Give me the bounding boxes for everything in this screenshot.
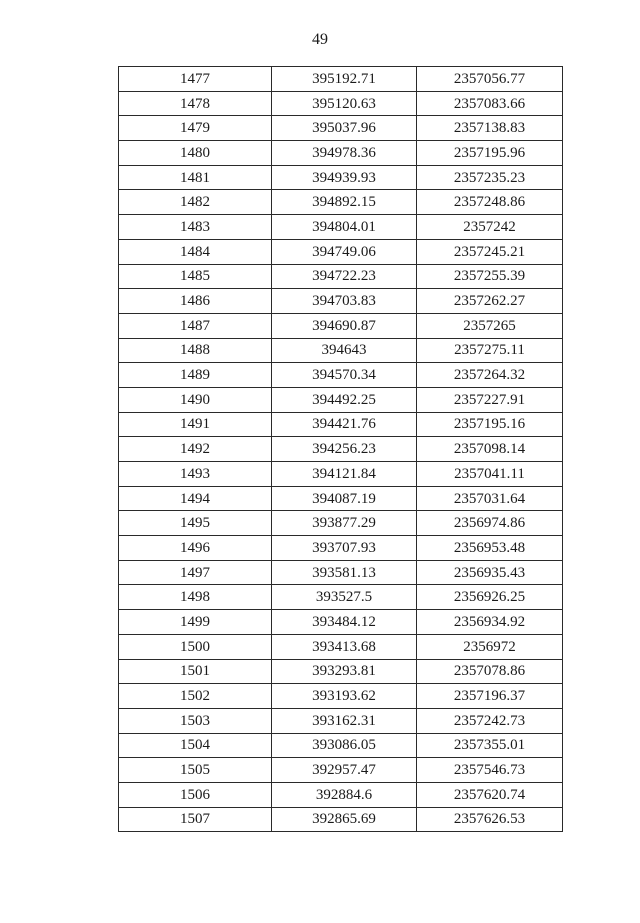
point-id-cell: 1494 [119,486,272,511]
y-coordinate-cell: 2357248.86 [417,190,563,215]
y-coordinate-cell: 2357242 [417,215,563,240]
table-row [119,116,563,141]
table-row [119,437,563,462]
y-coordinate-cell: 2357078.86 [417,659,563,684]
x-coordinate-cell: 393527.5 [272,585,417,610]
point-id-cell: 1485 [119,264,272,289]
point-id-cell: 1490 [119,387,272,412]
point-id-cell: 1498 [119,585,272,610]
point-id-cell: 1480 [119,141,272,166]
table-row [119,412,563,437]
table-row [119,67,563,92]
x-coordinate-cell: 395037.96 [272,116,417,141]
x-coordinate-cell: 394892.15 [272,190,417,215]
y-coordinate-cell: 2356935.43 [417,560,563,585]
y-coordinate-cell: 2357546.73 [417,758,563,783]
table-row [119,758,563,783]
table-row [119,659,563,684]
table-row [119,782,563,807]
table-row [119,807,563,832]
x-coordinate-cell: 392865.69 [272,807,417,832]
x-coordinate-cell: 395120.63 [272,91,417,116]
y-coordinate-cell: 2356953.48 [417,536,563,561]
point-id-cell: 1506 [119,782,272,807]
x-coordinate-cell: 394256.23 [272,437,417,462]
point-id-cell: 1484 [119,239,272,264]
table-row [119,264,563,289]
x-coordinate-cell: 394492.25 [272,387,417,412]
y-coordinate-cell: 2357275.11 [417,338,563,363]
y-coordinate-cell: 2357235.23 [417,165,563,190]
y-coordinate-cell: 2357138.83 [417,116,563,141]
y-coordinate-cell: 2357242.73 [417,708,563,733]
x-coordinate-cell: 394978.36 [272,141,417,166]
x-coordinate-cell: 394722.23 [272,264,417,289]
y-coordinate-cell: 2357195.16 [417,412,563,437]
y-coordinate-cell: 2357262.27 [417,289,563,314]
point-id-cell: 1501 [119,659,272,684]
point-id-cell: 1497 [119,560,272,585]
point-id-cell: 1488 [119,338,272,363]
point-id-cell: 1481 [119,165,272,190]
table-row [119,289,563,314]
x-coordinate-cell: 394804.01 [272,215,417,240]
x-coordinate-cell: 394570.34 [272,363,417,388]
table-row [119,462,563,487]
y-coordinate-cell: 2356974.86 [417,511,563,536]
x-coordinate-cell: 394939.93 [272,165,417,190]
table-row [119,91,563,116]
point-id-cell: 1495 [119,511,272,536]
table-row [119,585,563,610]
x-coordinate-cell: 394421.76 [272,412,417,437]
table-row [119,141,563,166]
table-row [119,338,563,363]
point-id-cell: 1492 [119,437,272,462]
table-row [119,165,563,190]
x-coordinate-cell: 393193.62 [272,684,417,709]
table-row [119,560,563,585]
point-id-cell: 1493 [119,462,272,487]
y-coordinate-cell: 2357620.74 [417,782,563,807]
y-coordinate-cell: 2357265 [417,313,563,338]
point-id-cell: 1491 [119,412,272,437]
y-coordinate-cell: 2357041.11 [417,462,563,487]
table-row [119,387,563,412]
page-number: 49 [312,31,328,48]
x-coordinate-cell: 394643 [272,338,417,363]
x-coordinate-cell: 394121.84 [272,462,417,487]
x-coordinate-cell: 394703.83 [272,289,417,314]
y-coordinate-cell: 2357098.14 [417,437,563,462]
y-coordinate-cell: 2357196.37 [417,684,563,709]
table-row [119,708,563,733]
point-id-cell: 1486 [119,289,272,314]
point-id-cell: 1479 [119,116,272,141]
y-coordinate-cell: 2357195.96 [417,141,563,166]
point-id-cell: 1504 [119,733,272,758]
y-coordinate-cell: 2357056.77 [417,67,563,92]
y-coordinate-cell: 2356926.25 [417,585,563,610]
x-coordinate-cell: 393086.05 [272,733,417,758]
y-coordinate-cell: 2356972 [417,634,563,659]
table-row [119,363,563,388]
point-id-cell: 1507 [119,807,272,832]
y-coordinate-cell: 2357083.66 [417,91,563,116]
point-id-cell: 1478 [119,91,272,116]
y-coordinate-cell: 2357255.39 [417,264,563,289]
y-coordinate-cell: 2357626.53 [417,807,563,832]
point-id-cell: 1499 [119,610,272,635]
table-row [119,190,563,215]
point-id-cell: 1483 [119,215,272,240]
x-coordinate-cell: 392957.47 [272,758,417,783]
x-coordinate-cell: 393707.93 [272,536,417,561]
x-coordinate-cell: 393877.29 [272,511,417,536]
table-row [119,634,563,659]
table-row [119,536,563,561]
x-coordinate-cell: 394749.06 [272,239,417,264]
point-id-cell: 1500 [119,634,272,659]
x-coordinate-cell: 393581.13 [272,560,417,585]
point-id-cell: 1489 [119,363,272,388]
x-coordinate-cell: 393162.31 [272,708,417,733]
coordinate-table [118,66,563,832]
table-row [119,486,563,511]
y-coordinate-cell: 2356934.92 [417,610,563,635]
point-id-cell: 1503 [119,708,272,733]
point-id-cell: 1477 [119,67,272,92]
table-row [119,733,563,758]
point-id-cell: 1502 [119,684,272,709]
x-coordinate-cell: 393293.81 [272,659,417,684]
point-id-cell: 1496 [119,536,272,561]
table-row [119,313,563,338]
point-id-cell: 1487 [119,313,272,338]
x-coordinate-cell: 395192.71 [272,67,417,92]
table-row [119,610,563,635]
table-body [119,67,563,832]
table-row [119,511,563,536]
x-coordinate-cell: 394087.19 [272,486,417,511]
point-id-cell: 1505 [119,758,272,783]
x-coordinate-cell: 393413.68 [272,634,417,659]
y-coordinate-cell: 2357245.21 [417,239,563,264]
x-coordinate-cell: 392884.6 [272,782,417,807]
y-coordinate-cell: 2357264.32 [417,363,563,388]
y-coordinate-cell: 2357227.91 [417,387,563,412]
table-row [119,239,563,264]
table-row [119,684,563,709]
y-coordinate-cell: 2357031.64 [417,486,563,511]
x-coordinate-cell: 394690.87 [272,313,417,338]
x-coordinate-cell: 393484.12 [272,610,417,635]
table-row [119,215,563,240]
y-coordinate-cell: 2357355.01 [417,733,563,758]
point-id-cell: 1482 [119,190,272,215]
